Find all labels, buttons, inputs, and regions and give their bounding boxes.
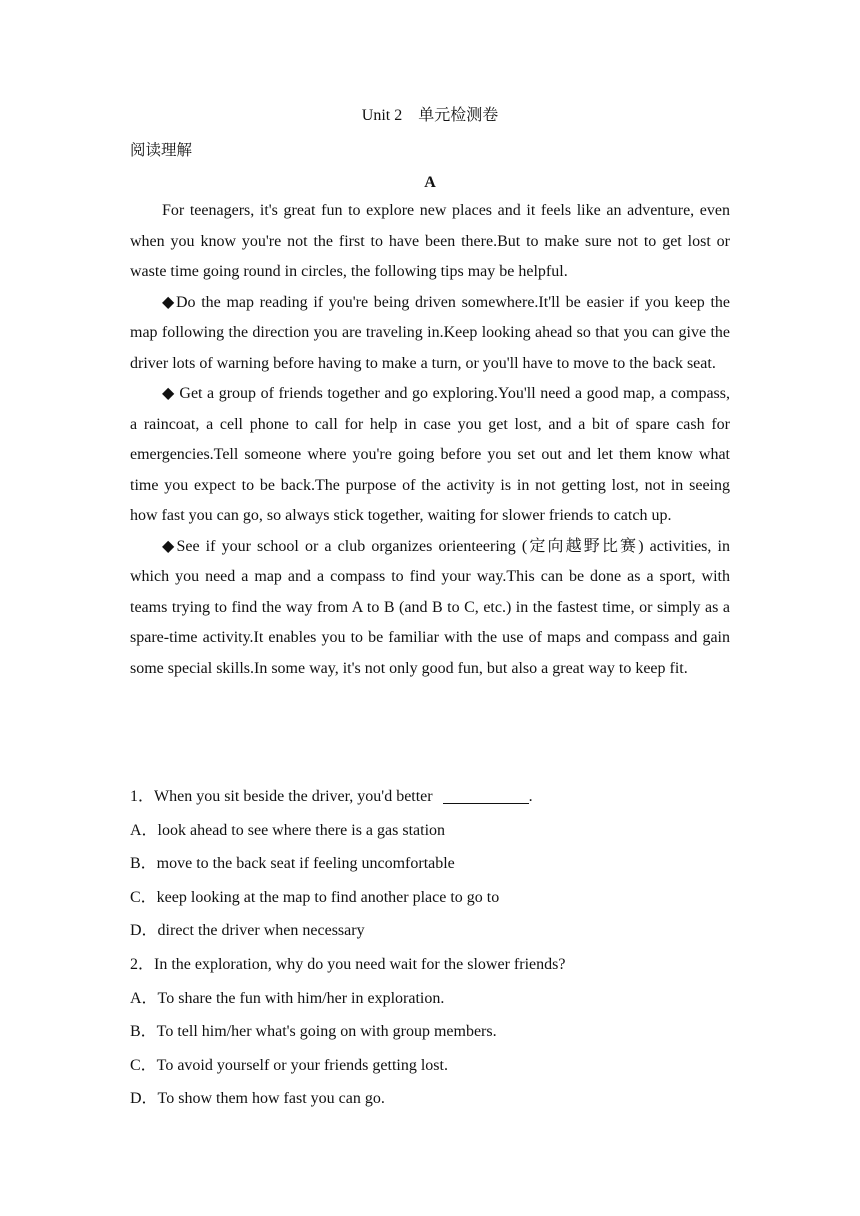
question-1-stem [130,780,730,814]
question-2-option-a: A．To share the fun with him/her in exploration. [130,989,445,1007]
question-2-option-b: B．To tell him/her what's going on with group members. [130,1023,497,1041]
question-1-option-b: B．move to the back seat if feeling uncomfortable [130,855,455,873]
question-1-option-a: A．look ahead to see where there is a gas station [130,821,446,839]
question-1-text: 1．When you sit beside the driver, you'd better [130,788,433,805]
question-list [130,780,730,1116]
section-heading: 阅读理解 [130,141,193,159]
reading-passage [130,196,730,684]
question-1-end: . [528,788,533,805]
passage-label: A [424,174,436,191]
question-2-stem: 2．In the exploration, why do you need wait for the slower friends? [130,955,566,973]
question-2-option-c: C．To avoid yourself or your friends getting lost. [130,1056,448,1074]
passage-paragraph-orienteering: ◆See if your school or a club organizes orienteering (定向越野比赛) activities, in which you need a map and a compass to find your way.This can be done as a sport, with teams trying to find the way from A to B (and B to C, etc.) in the fastest time, or simply as a spare-time activity.It enables you to be familiar with the use of maps and compass and gain some special skills.In some way, it's not only good fun, but also a great way to keep fit. [130,537,730,677]
question-1-option-c: C．keep looking at the map to find another place to go to [130,888,500,906]
document-title: Unit 2 单元检测卷 [361,107,499,124]
question-1-option-d: D．direct the driver when necessary [130,922,365,940]
question-2-option-d: D．To show them how fast you can go. [130,1090,385,1108]
passage-paragraph-intro: For teenagers, it's great fun to explore new places and it feels like an adventure, even when you know you're not the first to have been there.But to make sure not to get lost or waste time going round in circles, the following tips may be helpful. [130,202,730,280]
passage-paragraph-map-reading: ◆Do the map reading if you're being driven somewhere.It'll be easier if you keep the map following the direction you are traveling in.Keep looking ahead so that you can give the driver lots of warning before having to make a turn, or you'll have to move to the back seat. [130,293,730,372]
answer-blank [443,785,529,804]
passage-paragraph-group-exploring: ◆ Get a group of friends together and go exploring.You'll need a good map, a compass, a raincoat, a cell phone to call for help in case you get lost, and a bit of spare cash for emergencies.Tell someone where you're going before you set out and let them know what time you expect to be back.The purpose of the activity is in not getting lost, not in seeing how fast you can go, so always stick together, waiting for slower friends to catch up. [130,385,730,524]
